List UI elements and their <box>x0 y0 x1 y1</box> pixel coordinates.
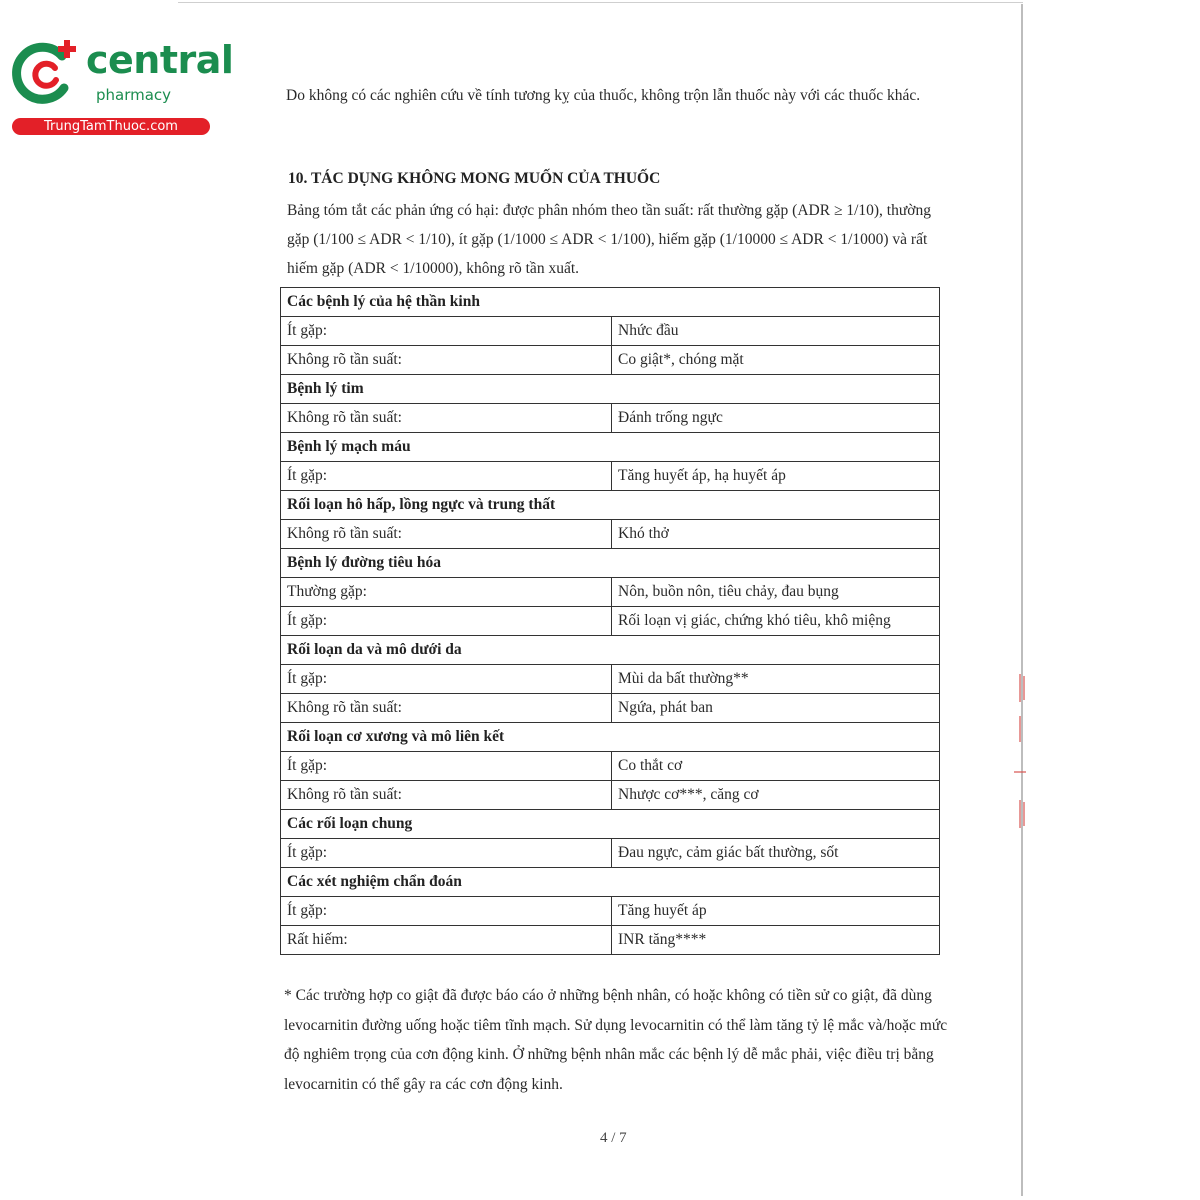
effect-cell: Co thắt cơ <box>612 752 940 781</box>
effect-cell: Mùi da bất thường** <box>612 665 940 694</box>
table-row <box>281 897 940 926</box>
top-edge-line <box>178 2 1023 3</box>
table-row <box>281 607 940 636</box>
table-row <box>281 462 940 491</box>
frequency-cell: Ít gặp: <box>281 317 612 346</box>
section-summary: Bảng tóm tắt các phản ứng có hại: được phân nhóm theo tần suất: rất thường gặp (ADR ≥ 1/10), thường gặp (1/100 ≤ ADR < 1/10), ít gặp (1/1000 ≤ ADR < 1/100), hiếm gặp (1/10000 ≤ ADR < 1/1000) và rất hiếm gặp (ADR < 1/10000), không rõ tần xuất. <box>287 202 931 277</box>
frequency-cell: Không rõ tần suất: <box>281 520 612 549</box>
effect-cell: Rối loạn vị giác, chứng khó tiêu, khô miệng <box>612 607 940 636</box>
effect-cell: Nhức đầu <box>612 317 940 346</box>
section-title-cell: Các bệnh lý của hệ thần kinh <box>281 288 940 317</box>
effect-cell: Khó thở <box>612 520 940 549</box>
frequency-cell: Thường gặp: <box>281 578 612 607</box>
effect-cell: Tăng huyết áp, hạ huyết áp <box>612 462 940 491</box>
table-row <box>281 781 940 810</box>
table-row <box>281 839 940 868</box>
section-title-cell: Các rối loạn chung <box>281 810 940 839</box>
table-section-row <box>281 636 940 665</box>
table-section-row <box>281 549 940 578</box>
table-row <box>281 926 940 955</box>
table-row <box>281 404 940 433</box>
table-row <box>281 752 940 781</box>
red-stamp-mark <box>1006 672 1028 832</box>
frequency-cell: Ít gặp: <box>281 462 612 491</box>
frequency-cell: Ít gặp: <box>281 752 612 781</box>
section-title-cell: Bệnh lý tim <box>281 375 940 404</box>
table-row <box>281 520 940 549</box>
table-row <box>281 317 940 346</box>
section-title-cell: Rối loạn cơ xương và mô liên kết <box>281 723 940 752</box>
pharmacy-c-cross-icon <box>10 38 80 108</box>
frequency-cell: Không rõ tần suất: <box>281 694 612 723</box>
section-title-cell: Bệnh lý đường tiêu hóa <box>281 549 940 578</box>
table-section-row <box>281 868 940 897</box>
page-number: 4 / 7 <box>600 1130 627 1146</box>
table-section-row <box>281 810 940 839</box>
table-section-row <box>281 723 940 752</box>
frequency-cell: Rất hiếm: <box>281 926 612 955</box>
effect-cell: Nhược cơ***, căng cơ <box>612 781 940 810</box>
logo-brand-name: central <box>86 38 234 82</box>
page-right-edge <box>1021 4 1023 1196</box>
frequency-cell: Ít gặp: <box>281 839 612 868</box>
table-row <box>281 346 940 375</box>
logo-subtitle: pharmacy <box>96 86 172 104</box>
table-row <box>281 694 940 723</box>
table-section-row <box>281 491 940 520</box>
frequency-cell: Ít gặp: <box>281 607 612 636</box>
table-row <box>281 578 940 607</box>
table-section-row <box>281 375 940 404</box>
central-pharmacy-logo[interactable] <box>10 38 234 138</box>
effect-cell: Đánh trống ngực <box>612 404 940 433</box>
section-title-cell: Bệnh lý mạch máu <box>281 433 940 462</box>
frequency-cell: Không rõ tần suất: <box>281 781 612 810</box>
frequency-cell: Không rõ tần suất: <box>281 404 612 433</box>
frequency-cell: Ít gặp: <box>281 665 612 694</box>
table-section-row <box>281 433 940 462</box>
effect-cell: Tăng huyết áp <box>612 897 940 926</box>
effect-cell: Co giật*, chóng mặt <box>612 346 940 375</box>
effect-cell: Nôn, buồn nôn, tiêu chảy, đau bụng <box>612 578 940 607</box>
footnote-paragraph: * Các trường hợp co giật đã được báo cáo ở những bệnh nhân, có hoặc không có tiền sử co giật, đã dùng levocarnitin đường uống hoặc tiêm tĩnh mạch. Sử dụng levocarnitin có thể làm tăng tỷ lệ mắc và/hoặc mức độ nghiêm trọng của cơn động kinh. Ở những bệnh nhân mắc các bệnh lý dễ mắc phải, việc điều trị bằng levocarnitin có thể gây ra các cơn động kinh. <box>284 987 948 1093</box>
effect-cell: Ngứa, phát ban <box>612 694 940 723</box>
section-title-cell: Rối loạn hô hấp, lồng ngực và trung thất <box>281 491 940 520</box>
frequency-cell: Không rõ tần suất: <box>281 346 612 375</box>
table-section-row <box>281 288 940 317</box>
effect-cell: INR tăng**** <box>612 926 940 955</box>
effect-cell: Đau ngực, cảm giác bất thường, sốt <box>612 839 940 868</box>
section-heading: 10. TÁC DỤNG KHÔNG MONG MUỐN CỦA THUỐC <box>288 170 661 187</box>
intro-paragraph: Do không có các nghiên cứu về tính tương kỵ của thuốc, không trộn lẫn thuốc này với các thuốc khác. <box>286 87 921 104</box>
adverse-reactions-table <box>280 287 940 955</box>
logo-site-banner: TrungTamThuoc.com <box>12 118 210 135</box>
frequency-cell: Ít gặp: <box>281 897 612 926</box>
section-title-cell: Các xét nghiệm chẩn đoán <box>281 868 940 897</box>
section-title-cell: Rối loạn da và mô dưới da <box>281 636 940 665</box>
table-row <box>281 665 940 694</box>
